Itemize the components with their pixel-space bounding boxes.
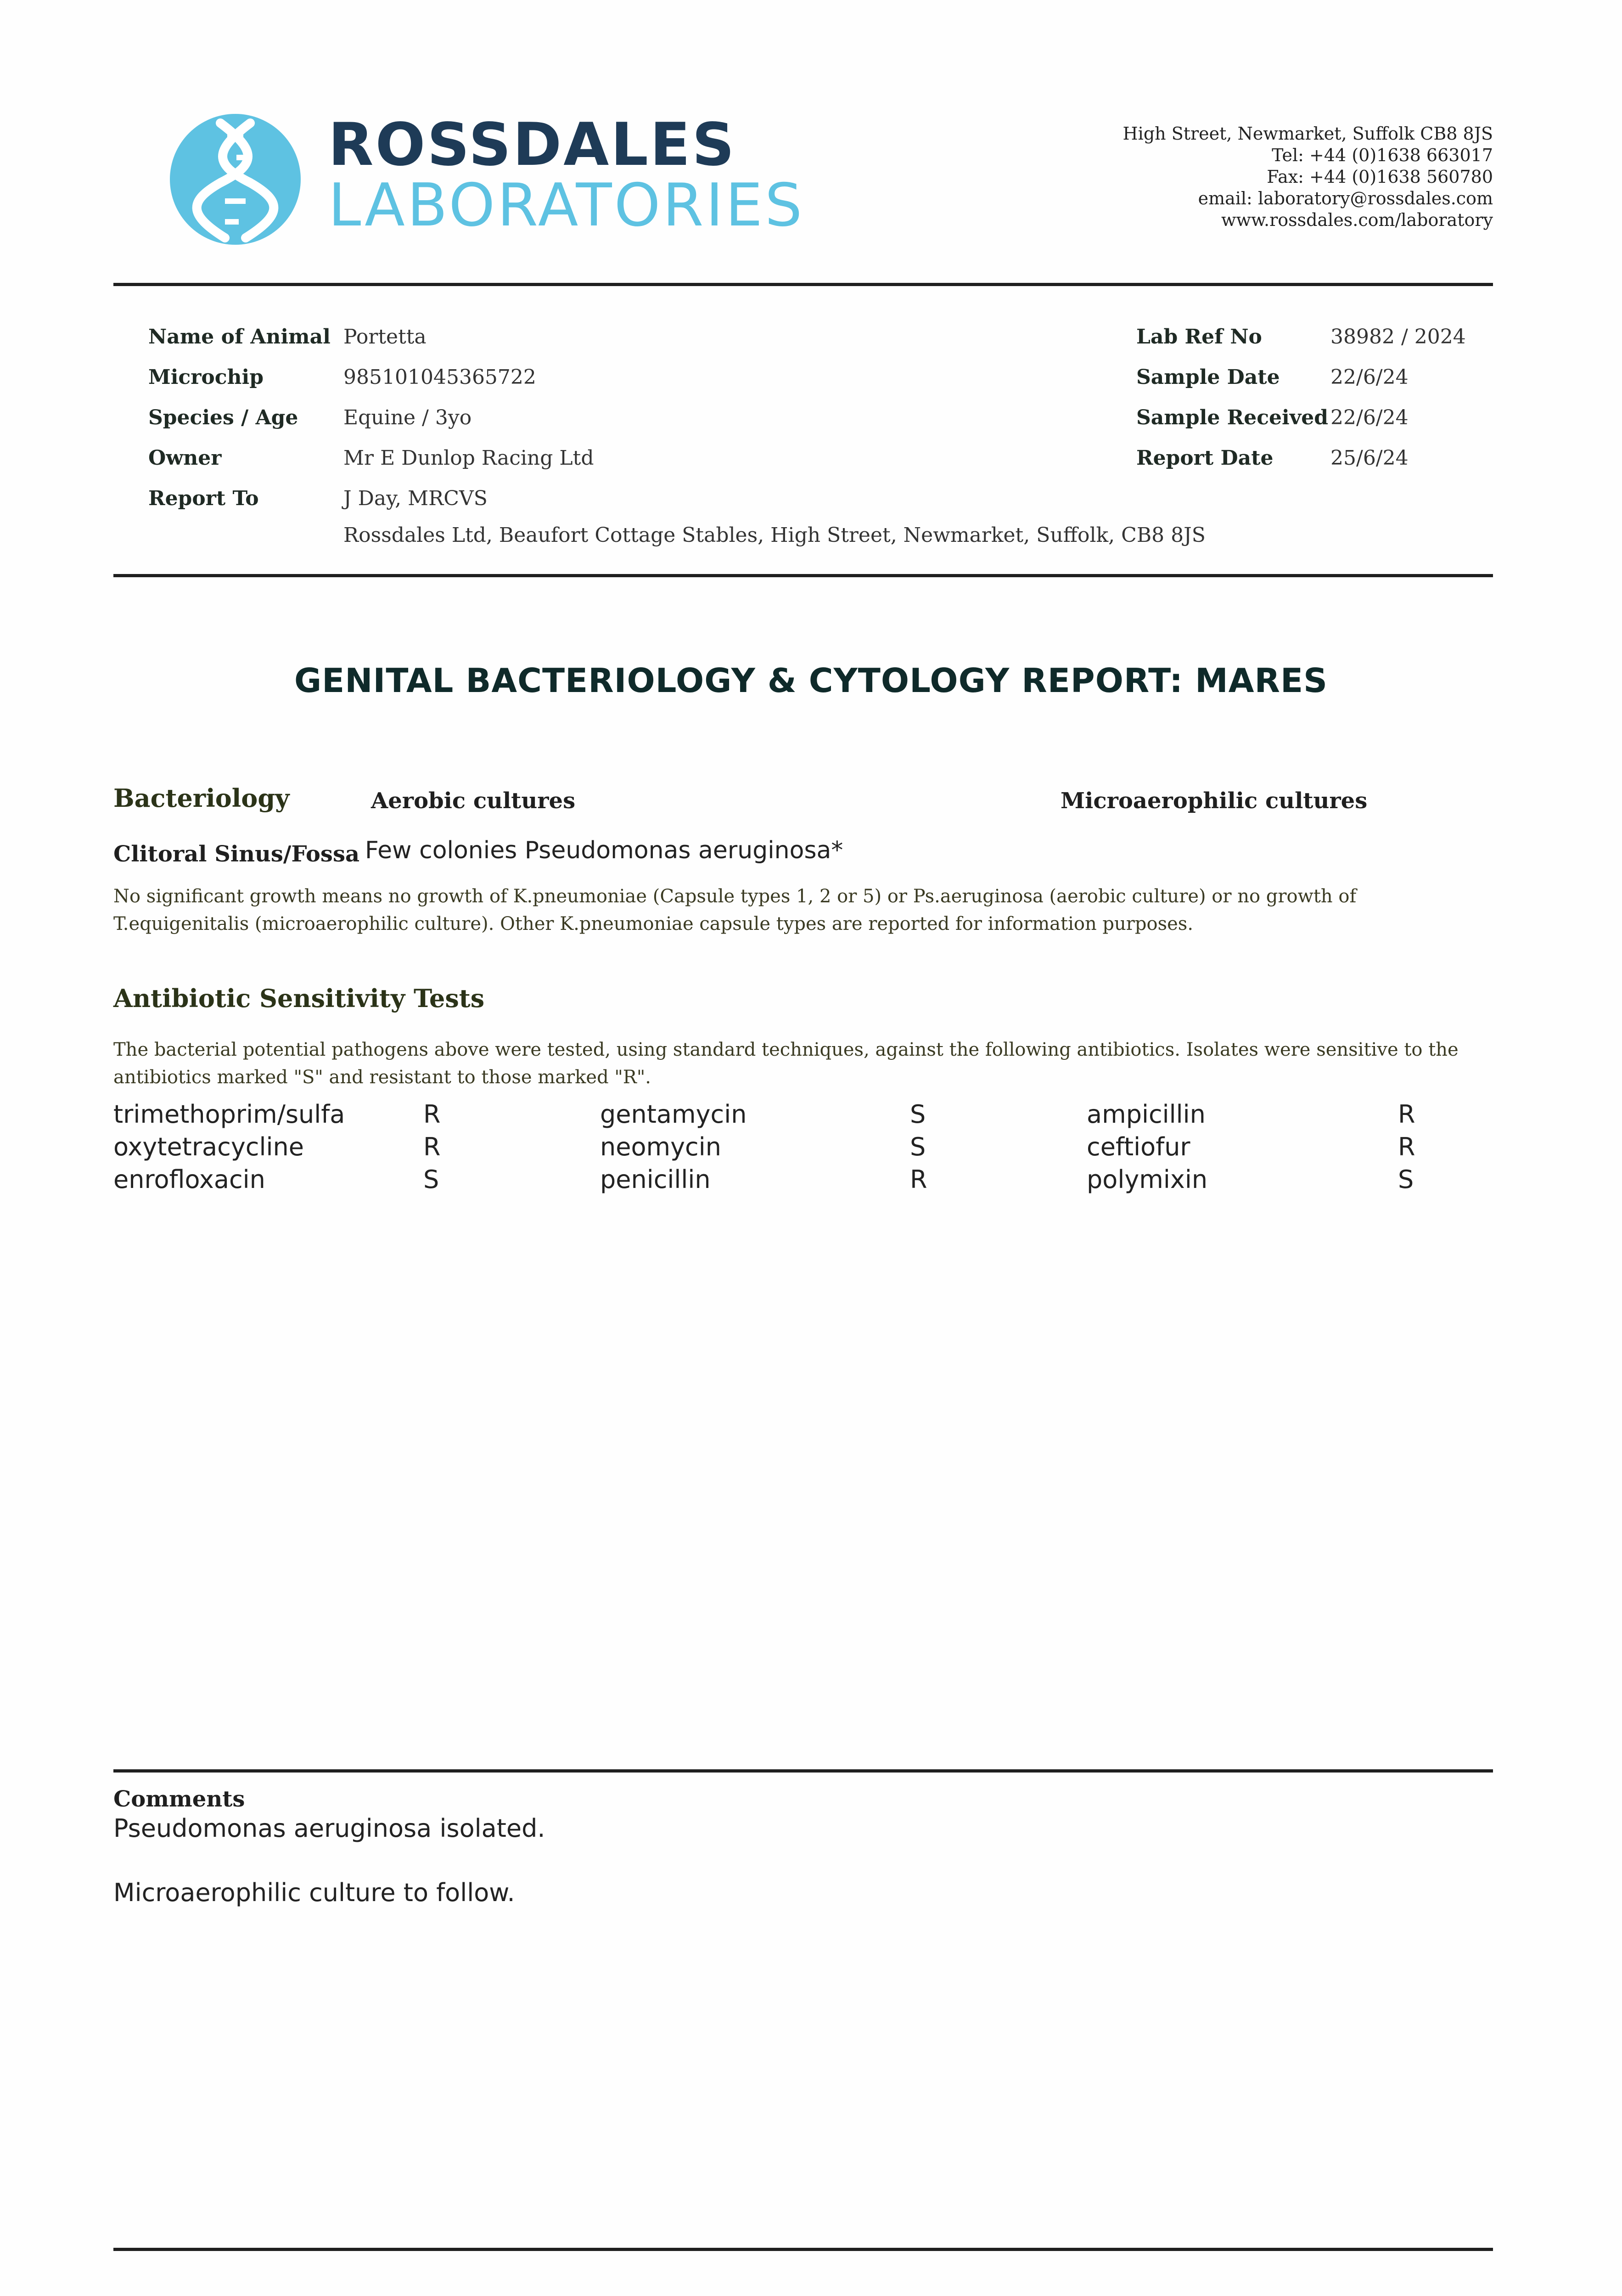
name-label: Name of Animal [148,325,331,349]
antibiotic-result: S [423,1165,439,1194]
report-to-address: Rossdales Ltd, Beaufort Cottage Stables, High Street, Newmarket, Suffolk, CB8 8JS [343,523,1206,547]
antibiotic-name: ceftiofur [1087,1132,1190,1161]
antibiotic-name: trimethoprim/sulfa [113,1100,345,1129]
sample-received-label: Sample Received [1136,406,1329,429]
brand-name-line1: ROSSDALES [328,111,736,179]
comments-heading: Comments [113,1786,245,1812]
owner-value: Mr E Dunlop Racing Ltd [343,446,594,470]
divider [113,2248,1493,2251]
sensitivity-note: The bacterial potential pathogens above were tested, using standard techniques, against the following antibiotics. Isolates were sensitive to the antibiotics marked "S" and resistant to those marked "R". [113,1039,1459,1088]
lab-ref-label: Lab Ref No [1136,325,1262,349]
microaerophilic-cultures-label: Microaerophilic cultures [1061,788,1368,814]
bacteriology-heading: Bacteriology [113,783,290,813]
antibiotic-name: oxytetracycline [113,1132,304,1161]
divider [113,574,1493,577]
lab-ref-value: 38982 / 2024 [1330,325,1466,349]
sensitivity-heading: Antibiotic Sensitivity Tests [113,984,485,1013]
brand-name-line2: LABORATORIES [328,171,805,240]
species-label: Species / Age [148,406,298,429]
report-date-value: 25/6/24 [1330,446,1409,470]
comment-line-1: Pseudomonas aeruginosa isolated. [113,1814,545,1843]
dna-helix-icon [170,114,301,245]
report-date-label: Report Date [1136,446,1274,470]
antibiotic-result: S [910,1132,926,1161]
antibiotic-name: penicillin [600,1165,711,1194]
sample-received-value: 22/6/24 [1330,406,1409,429]
contact-block [1123,123,1493,231]
antibiotic-result: S [1398,1165,1414,1194]
aerobic-result: Few colonies Pseudomonas aeruginosa* [365,837,843,864]
sample-date-label: Sample Date [1136,366,1280,389]
contact-website[interactable]: www.rossdales.com/laboratory [1221,210,1493,230]
antibiotic-result: R [423,1100,441,1129]
contact-email[interactable]: email: laboratory@rossdales.com [1198,188,1493,208]
antibiotic-name: neomycin [600,1132,721,1161]
antibiotic-result: R [1398,1132,1415,1161]
owner-label: Owner [148,446,222,470]
species-value: Equine / 3yo [343,406,472,429]
animal-name: Portetta [343,325,427,349]
comment-line-2: Microaerophilic culture to follow. [113,1878,515,1907]
antibiotic-result: R [910,1165,927,1194]
antibiotic-result: R [1398,1100,1415,1129]
antibiotic-name: polymixin [1087,1165,1208,1194]
antibiotic-name: enrofloxacin [113,1165,265,1194]
report-to-value: J Day, MRCVS [343,487,488,510]
contact-address: High Street, Newmarket, Suffolk CB8 8JS [1122,124,1493,144]
antibiotic-name: ampicillin [1087,1100,1206,1129]
microchip-value: 985101045365722 [343,366,536,389]
antibiotic-result: S [910,1100,926,1129]
antibiotic-name: gentamycin [600,1100,747,1129]
contact-fax: Fax: +44 (0)1638 560780 [1267,167,1493,187]
divider [113,283,1493,286]
contact-tel: Tel: +44 (0)1638 663017 [1272,145,1493,165]
sample-date-value: 22/6/24 [1330,366,1409,389]
microchip-label: Microchip [148,366,264,389]
bacteriology-note: No significant growth means no growth of K.pneumoniae (Capsule types 1, 2 or 5) or Ps.aeruginosa (aerobic culture) or no growth of T.equigenitalis (microaerophilic culture). Other K.pneumoniae capsule types are reported for information purposes. [113,886,1357,934]
sample-site-label: Clitoral Sinus/Fossa [113,841,360,867]
divider [113,1769,1493,1773]
antibiotic-result: R [423,1132,441,1161]
report-to-label: Report To [148,487,259,510]
aerobic-cultures-label: Aerobic cultures [371,788,576,814]
report-title: GENITAL BACTERIOLOGY & CYTOLOGY REPORT: MARES [294,661,1328,700]
